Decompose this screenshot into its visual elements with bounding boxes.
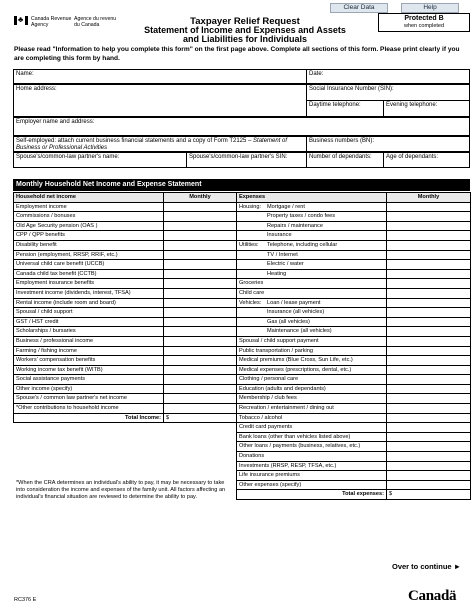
expense-label <box>237 384 387 394</box>
income-monthly-input[interactable] <box>164 346 237 356</box>
name-field[interactable]: Name: <box>13 69 307 84</box>
income-monthly-input[interactable] <box>164 327 237 337</box>
table-row <box>14 308 471 318</box>
spouse-name-field[interactable]: Spouse's/common-law partner's name: <box>13 152 187 168</box>
income-label: CPP / QPP benefits <box>14 231 164 241</box>
expense-category: Donations <box>239 453 265 460</box>
expense-label <box>237 240 387 250</box>
expense-label <box>237 356 387 366</box>
income-label: Other income (specify) <box>14 384 164 394</box>
expense-monthly-input[interactable] <box>387 365 471 375</box>
dependant-ages-field[interactable]: Age of dependants: <box>383 152 470 168</box>
expense-category: Housing: <box>239 203 262 210</box>
expense-monthly-input[interactable] <box>387 308 471 318</box>
expense-label <box>237 308 387 318</box>
income-monthly-input[interactable] <box>164 336 237 346</box>
table-row <box>14 356 471 366</box>
expense-category: Child care <box>239 289 265 296</box>
total-income-label: Total Income: <box>14 413 164 423</box>
business-number-field[interactable]: Business numbers (BN): <box>306 136 470 152</box>
income-label: Social assistance payments <box>14 375 164 385</box>
expense-label <box>237 423 387 433</box>
blank-cell <box>14 452 164 462</box>
spouse-sin-field[interactable]: Spouse's/common-law partner's SIN: <box>186 152 307 168</box>
table-row <box>14 212 471 222</box>
expense-monthly-input[interactable] <box>387 461 471 471</box>
expense-category: Medical expenses (prescriptions, dental, etc.) <box>239 366 352 373</box>
clear-data-button[interactable]: Clear Data <box>330 3 388 13</box>
self-employed-note: Self-employed: attach current business financial statements and a copy of Form T2125 – Statement of Business or Professional Activities <box>13 136 307 152</box>
expense-monthly-input[interactable] <box>387 221 471 231</box>
blank-cell <box>164 423 237 433</box>
income-label: Scholarships / bursaries <box>14 327 164 337</box>
table-row <box>14 317 471 327</box>
table-row <box>14 442 471 452</box>
expense-category: Groceries <box>239 280 264 287</box>
section-title: Monthly Household Net Income and Expense Statement <box>13 179 470 191</box>
form-title: Taxpayer Relief Request <box>190 16 300 27</box>
expense-monthly-input[interactable] <box>387 279 471 289</box>
expense-subcategory: Gas (all vehicles) <box>267 318 310 325</box>
dependants-field[interactable]: Number of dependants: <box>306 152 384 168</box>
blank-cell <box>164 452 237 462</box>
evening-phone-field[interactable]: Evening telephone: <box>383 100 470 117</box>
table-row <box>14 413 471 423</box>
blank-cell <box>164 471 237 481</box>
expense-monthly-input[interactable] <box>387 471 471 481</box>
table-row <box>14 202 471 212</box>
table-row <box>14 394 471 404</box>
income-label: Spouse's / common law partner's net income <box>14 394 164 404</box>
table-row <box>14 365 471 375</box>
expense-label <box>237 336 387 346</box>
expense-monthly-input[interactable] <box>387 375 471 385</box>
table-row <box>14 336 471 346</box>
table-row <box>14 471 471 481</box>
table-row <box>14 279 471 289</box>
income-monthly-input[interactable] <box>164 308 237 318</box>
income-monthly-input[interactable] <box>164 221 237 231</box>
form-subtitle-1: Statement of Income and Expenses and Assets <box>144 25 346 35</box>
expense-label <box>237 250 387 260</box>
income-monthly-input[interactable] <box>164 394 237 404</box>
income-monthly-input[interactable] <box>164 317 237 327</box>
form-code: RC376 E <box>14 597 37 603</box>
expense-category: Medical premiums (Blue Cross, Sun Life, etc.) <box>239 357 353 364</box>
expense-label <box>237 442 387 452</box>
expense-monthly-input[interactable] <box>387 413 471 423</box>
blank-cell <box>14 423 164 433</box>
table-row <box>14 231 471 241</box>
income-label: Canada child tax benefit (CCTB) <box>14 269 164 279</box>
table-row <box>14 346 471 356</box>
total-expenses-label: Total expenses: <box>237 490 387 500</box>
table-row <box>14 404 471 414</box>
expense-label <box>237 394 387 404</box>
expense-category: Bank loans (other than vehicles listed above) <box>239 433 351 440</box>
expense-category: Public transportation / parking <box>239 347 314 354</box>
expense-category: Tobacco / alcohol <box>239 414 283 421</box>
expense-monthly-input[interactable] <box>387 336 471 346</box>
expense-category: Spousal / child support payment <box>239 337 319 344</box>
expense-subcategory: Property taxes / condo fees <box>267 213 336 220</box>
expense-category: Investments (RRSP, RESP, TFSA, etc.) <box>239 462 337 469</box>
blank-cell <box>164 432 237 442</box>
col-monthly-2: Monthly <box>387 193 471 203</box>
form-subtitle-2: and Liabilities for Individuals <box>182 34 308 44</box>
income-monthly-input[interactable] <box>164 384 237 394</box>
total-income-value[interactable]: $ <box>164 413 237 423</box>
expense-label <box>237 212 387 222</box>
expense-category: Membership / club fees <box>239 395 297 402</box>
total-expenses-value[interactable]: $ <box>387 490 471 500</box>
expense-label <box>237 317 387 327</box>
table-row <box>14 461 471 471</box>
blank-cell <box>164 442 237 452</box>
expense-monthly-input[interactable] <box>387 452 471 462</box>
home-address-field[interactable]: Home address: <box>13 84 307 117</box>
help-button[interactable]: Help <box>401 3 459 13</box>
expense-monthly-input[interactable] <box>387 327 471 337</box>
col-household: Household net income <box>14 193 164 203</box>
table-row <box>14 375 471 385</box>
expense-label <box>237 298 387 308</box>
table-row <box>14 250 471 260</box>
income-monthly-input[interactable] <box>164 240 237 250</box>
over-to-continue: Over to continue ► <box>392 562 462 571</box>
table-row <box>14 288 471 298</box>
expense-monthly-input[interactable] <box>387 269 471 279</box>
expense-label <box>237 202 387 212</box>
expense-monthly-input[interactable] <box>387 356 471 366</box>
income-label: Employment income <box>14 202 164 212</box>
expense-monthly-input[interactable] <box>387 442 471 452</box>
expense-label <box>237 346 387 356</box>
expense-monthly-input[interactable] <box>387 212 471 222</box>
table-row <box>14 240 471 250</box>
expense-category: Recreation / entertainment / dining out <box>239 405 334 412</box>
income-monthly-input[interactable] <box>164 231 237 241</box>
expense-monthly-input[interactable] <box>387 250 471 260</box>
expense-label <box>237 432 387 442</box>
expense-category: Clothing / personal care <box>239 376 299 383</box>
expense-category: Education (adults and dependants) <box>239 385 326 392</box>
expense-label <box>237 231 387 241</box>
table-row <box>14 260 471 270</box>
expense-label <box>237 365 387 375</box>
income-expense-table <box>13 192 471 500</box>
income-monthly-input[interactable] <box>164 404 237 414</box>
expense-label <box>237 375 387 385</box>
agency-name-en: Canada Revenue Agency <box>31 16 72 28</box>
income-label: Commissions / bonuses <box>14 212 164 222</box>
instructions-text: Please read "Information to help you complete this form" on the first page above. Complete all sections of this form. Please print clearly if you are completing this form by hand. <box>14 46 460 62</box>
income-monthly-input[interactable] <box>164 212 237 222</box>
expense-label <box>237 260 387 270</box>
expense-label <box>237 327 387 337</box>
income-label: Pension (employment, RRSP, RRIF, etc.) <box>14 250 164 260</box>
expense-monthly-input[interactable] <box>387 231 471 241</box>
table-row <box>14 452 471 462</box>
expense-monthly-input[interactable] <box>387 480 471 490</box>
income-label: Employment insurance benefits <box>14 279 164 289</box>
canada-flag-icon: ♣ <box>14 16 28 25</box>
employer-field[interactable]: Employer name and address: <box>13 117 470 136</box>
expense-subcategory: Heating <box>267 270 287 277</box>
income-label: Workers' compensation benefits <box>14 356 164 366</box>
expense-monthly-input[interactable] <box>387 394 471 404</box>
income-monthly-input[interactable] <box>164 288 237 298</box>
expense-monthly-input[interactable] <box>387 404 471 414</box>
blank-cell <box>14 442 164 452</box>
table-row <box>14 269 471 279</box>
expense-monthly-input[interactable] <box>387 346 471 356</box>
expense-category: Other loans / payments (business, relatives, etc.) <box>239 443 361 450</box>
expense-label <box>237 279 387 289</box>
blank-cell <box>14 471 164 481</box>
expense-category: Utilities: <box>239 241 259 248</box>
expense-label <box>237 413 387 423</box>
expense-subcategory: Telephone, including cellular <box>267 241 338 248</box>
expense-label <box>237 221 387 231</box>
expense-label <box>237 461 387 471</box>
expense-monthly-input[interactable] <box>387 288 471 298</box>
blank-cell <box>14 432 164 442</box>
expense-label <box>237 471 387 481</box>
expense-subcategory: Maintenance (all vehicles) <box>267 328 332 335</box>
expense-label <box>237 288 387 298</box>
table-row <box>14 327 471 337</box>
expense-monthly-input[interactable] <box>387 432 471 442</box>
income-label: *Other contributions to household income <box>14 404 164 414</box>
expense-subcategory: Mortgage / rent <box>267 203 305 210</box>
table-row <box>14 432 471 442</box>
income-monthly-input[interactable] <box>164 375 237 385</box>
table-row <box>14 298 471 308</box>
expense-subcategory: TV / Internet <box>267 251 298 258</box>
sin-field[interactable]: Social Insurance Number (SIN): <box>306 84 470 101</box>
expense-monthly-input[interactable] <box>387 384 471 394</box>
income-monthly-input[interactable] <box>164 269 237 279</box>
household-note: *When the CRA determines an individual's ability to pay, it may be necessary to take into consideration the income and expenses of the family unit. All factors affecting an individual's financial situation are reviewed to determine the ability to pay. <box>16 480 226 500</box>
col-monthly: Monthly <box>164 193 237 203</box>
income-label: Business / professional income <box>14 336 164 346</box>
income-monthly-input[interactable] <box>164 365 237 375</box>
expense-monthly-input[interactable] <box>387 298 471 308</box>
expense-monthly-input[interactable] <box>387 423 471 433</box>
expense-subcategory: Electric / water <box>267 261 304 268</box>
table-header-row <box>14 193 471 203</box>
expense-label <box>237 269 387 279</box>
table-row <box>14 423 471 433</box>
income-monthly-input[interactable] <box>164 298 237 308</box>
income-monthly-input[interactable] <box>164 356 237 366</box>
expense-monthly-input[interactable] <box>387 240 471 250</box>
table-row <box>14 384 471 394</box>
expense-subcategory: Repairs / maintenance <box>267 222 323 229</box>
income-monthly-input[interactable] <box>164 279 237 289</box>
protected-badge: Protected B when completed <box>378 13 470 32</box>
income-monthly-input[interactable] <box>164 250 237 260</box>
expense-category: Life insurance premiums <box>239 472 300 479</box>
agency-name-fr: Agence du revenu du Canada <box>74 16 117 28</box>
income-label: Universal child care benefit (UCCB) <box>14 260 164 270</box>
income-label: GST / HST credit <box>14 317 164 327</box>
income-label: Rental income (include room and board) <box>14 298 164 308</box>
daytime-phone-field[interactable]: Daytime telephone: <box>306 100 384 117</box>
income-label: Farming / fishing income <box>14 346 164 356</box>
income-label: Spousal / child support <box>14 308 164 318</box>
col-expenses: Expenses <box>237 193 387 203</box>
expense-subcategory: Insurance <box>267 232 292 239</box>
expense-category: Other expenses (specify) <box>239 481 302 488</box>
income-label: Disability benefit <box>14 240 164 250</box>
income-label: Investment income (dividends, interest, TFSA) <box>14 288 164 298</box>
expense-monthly-input[interactable] <box>387 202 471 212</box>
income-label: Old Age Security pension (OAS ) <box>14 221 164 231</box>
expense-category: Vehicles: <box>239 299 262 306</box>
income-label: Working income tax benefit (WITB) <box>14 365 164 375</box>
income-monthly-input[interactable] <box>164 260 237 270</box>
table-row <box>14 221 471 231</box>
expense-subcategory: Loan / lease payment <box>267 299 321 306</box>
expense-subcategory: Insurance (all vehicles) <box>267 309 325 316</box>
canada-wordmark: Canadä <box>408 588 457 604</box>
blank-cell <box>164 461 237 471</box>
expense-category: Credit card payments <box>239 424 293 431</box>
expense-monthly-input[interactable] <box>387 317 471 327</box>
blank-cell <box>14 461 164 471</box>
date-field[interactable]: Date: <box>306 69 470 84</box>
expense-label <box>237 452 387 462</box>
expense-label <box>237 480 387 490</box>
expense-monthly-input[interactable] <box>387 260 471 270</box>
expense-label <box>237 404 387 414</box>
income-monthly-input[interactable] <box>164 202 237 212</box>
